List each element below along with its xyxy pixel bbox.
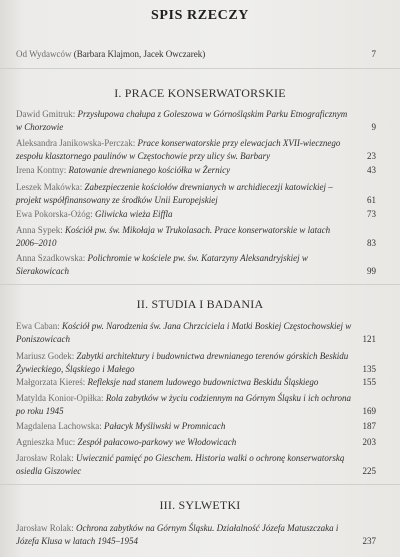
entry-page: 61 [367,195,376,205]
entry-title: Zabytki architektury i budownictwa drewnianego terenów górskich Beskidu Żywieckiego, Śląskiego i Małego [16,351,349,374]
toc-entry [16,320,352,346]
entry-title: Gliwicka wieża Eiffla [94,209,173,219]
toc-entry [16,181,352,207]
entry-page: 7 [371,49,376,59]
entry-title: Polichromie w kościele pw. św. Katarzyny Aleksandryjskiej w Sierakowicach [16,253,308,276]
toc-entry [16,252,352,278]
entry-page: 203 [362,437,376,447]
entry-page: 135 [362,364,376,374]
entry-author: Aleksandra Janikowska-Perczak: [16,138,136,148]
toc-entry [16,420,352,433]
entry-title: Zespół pałacowo-parkowy we Włodowicach [77,437,237,447]
entry-title: Pałacyk Myśliwski w Promnicach [103,421,226,431]
toc-entry-intro [16,48,352,61]
entry-author: Ewa Pokorska-Ożóg: [16,209,93,219]
toc-entry [16,522,352,548]
entry-author: Agnieszka Muc: [16,437,76,447]
section-heading: II. STUDIA I BADANIA [136,297,264,311]
entry-title: Ratowanie drewnianego kościółka w Żernicy [68,165,231,175]
entry-page: 121 [362,334,376,344]
entry-page: 83 [367,238,376,248]
toc-entry [16,164,352,177]
entry-page: 169 [362,406,376,416]
entry-author: Ewa Caban: [16,321,60,331]
entry-title: Refleksje nad stanem ludowego budownictwa Beskidu Śląskiego [87,377,319,387]
entry-title: Prace konserwatorskie przy elewacjach XVII-wiecznego zespołu klasztornego paulinów w Częstochowie przy ulicy św. Barbary [16,138,341,161]
entry-author: Jarosław Rolak: [16,453,74,463]
toc-entry [16,137,352,163]
section-heading: III. SYLWETKI [159,498,241,512]
divider [0,484,400,485]
toc-entry [16,224,352,250]
toc-entry [16,452,352,478]
toc-entry [16,350,352,376]
entry-title: (Barbara Klajmon, Jacek Owczarek) [73,49,206,59]
entry-page: 237 [362,536,376,546]
entry-author: Leszek Makówka: [16,182,83,192]
entry-page: 9 [371,122,376,132]
entry-author: Małgorzata Kiereś: [16,377,86,387]
entry-page: 155 [362,377,376,387]
entry-title: Zabezpieczenie kościołów drewnianych w archidiecezji katowickiej – projekt współfinansowany ze środków Unii Europejskiej [16,182,333,205]
divider [0,284,400,285]
toc-entry [16,108,352,134]
entry-author: Jarosław Rolak: [16,523,74,533]
entry-title: Kościół pw. św. Mikołaja w Trukolasach. Prace konserwatorskie w latach 2006–2010 [16,225,331,248]
section-heading: I. PRACE KONSERWATORSKIE [114,86,286,100]
divider [0,68,400,69]
entry-title: Przysłupowa chałupa z Goleszowa w Górnośląskim Parku Etnograficznym w Chorzowie [16,109,348,132]
toc-entry [16,208,352,221]
entry-author: Od Wydawców [16,49,72,59]
entry-page: 73 [367,209,376,219]
entry-author: Magdalena Lachowska: [16,421,102,431]
toc-entry [16,392,352,418]
toc-entry [16,436,352,449]
entry-author: Irena Kontny: [16,165,67,175]
entry-title: Uwiecznić pamięć po Gieschem. Historia walki o ochronę konserwatorską osiedla Giszowiec [16,453,345,476]
entry-title: Ochrona zabytków na Górnym Śląsku. Działalność Józefa Matuszczaka i Józefa Klusa w latach 1945–1954 [16,523,339,546]
entry-author: Mariusz Godek: [16,351,75,361]
entry-author: Anna Sypek: [16,225,63,235]
entry-title: Rola zabytków w życiu codziennym na Górnym Śląsku i ich ochrona po roku 1945 [16,393,351,416]
entry-title: Kościół pw. Narodzenia św. Jana Chrzciciela i Matki Boskiej Częstochowskiej w Poniszowicach [16,321,352,344]
entry-page: 99 [367,266,376,276]
entry-author: Anna Szadkowska: [16,253,86,263]
entry-page: 187 [362,421,376,431]
toc-entry [16,376,352,389]
page-title: SPIS RZECZY [150,8,250,23]
entry-author: Dawid Gmitruk: [16,109,76,119]
entry-page: 23 [367,151,376,161]
entry-page: 225 [362,466,376,476]
entry-author: Matylda Konior-Opiłka: [16,393,104,403]
entry-page: 43 [367,165,376,175]
